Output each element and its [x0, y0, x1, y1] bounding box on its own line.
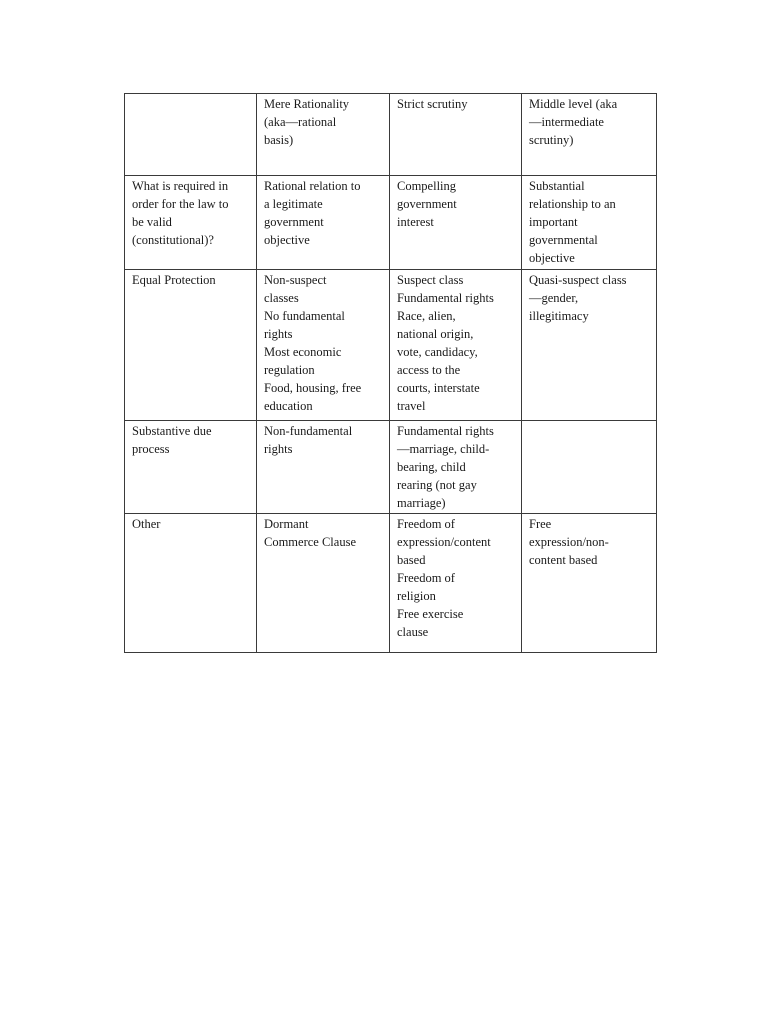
cell-text-line: be valid	[132, 215, 172, 229]
cell-text-line: objective	[529, 251, 575, 265]
cell-text-line: scrutiny)	[529, 133, 574, 147]
table-row-equal-protection	[125, 270, 657, 421]
cell-text-line: education	[264, 399, 313, 413]
cell-text-line: Free exercise	[397, 607, 464, 621]
middle-level-cell	[522, 421, 657, 514]
mere-rationality-cell	[257, 421, 390, 514]
cell-text-line: What is required in	[132, 179, 229, 193]
cell-text-line: religion	[397, 589, 436, 603]
cell-text-line: Food, housing, free	[264, 381, 362, 395]
table-row-other	[125, 514, 657, 653]
cell-text-line: Suspect class	[397, 273, 464, 287]
cell-text-line: (aka—rational	[264, 115, 337, 129]
cell-text-line: content based	[529, 553, 598, 567]
header-middle-level	[522, 94, 657, 176]
cell-text-line: a legitimate	[264, 197, 323, 211]
cell-text-line: based	[397, 553, 426, 567]
row-label-cell	[125, 421, 257, 514]
middle-level-cell	[522, 514, 657, 653]
cell-text-line: Most economic	[264, 345, 342, 359]
cell-text-line: Dormant	[264, 517, 309, 531]
cell-text-line: Equal Protection	[132, 273, 216, 287]
cell-text-line: marriage)	[397, 496, 446, 510]
cell-text-line: Substantive due	[132, 424, 212, 438]
scrutiny-table	[124, 93, 657, 653]
middle-level-cell	[522, 270, 657, 421]
cell-text-line: process	[132, 442, 170, 456]
cell-text-line: government	[397, 197, 457, 211]
cell-text-line: Fundamental rights	[397, 291, 494, 305]
cell-text-line: —intermediate	[529, 115, 604, 129]
cell-text-line: vote, candidacy,	[397, 345, 478, 359]
cell-text-line: Mere Rationality	[264, 97, 350, 111]
cell-text-line: illegitimacy	[529, 309, 589, 323]
cell-text-line: Freedom of	[397, 517, 455, 531]
cell-text-line: Non-fundamental	[264, 424, 353, 438]
cell-text-line: classes	[264, 291, 299, 305]
cell-text-line: Race, alien,	[397, 309, 456, 323]
cell-text-line: expression/non-	[529, 535, 609, 549]
cell-text-line: governmental	[529, 233, 598, 247]
cell-text-line: important	[529, 215, 578, 229]
cell-text-line: rights	[264, 442, 293, 456]
table-row-requirement	[125, 176, 657, 270]
row-label-cell	[125, 270, 257, 421]
cell-text-line: (constitutional)?	[132, 233, 214, 247]
cell-text-line: objective	[264, 233, 310, 247]
cell-text-line: access to the	[397, 363, 461, 377]
cell-text-line: Freedom of	[397, 571, 455, 585]
row-label-cell	[125, 514, 257, 653]
cell-text-line: Commerce Clause	[264, 535, 356, 549]
cell-text-line: rearing (not gay	[397, 478, 477, 492]
cell-text-line: regulation	[264, 363, 315, 377]
cell-text-line: order for the law to	[132, 197, 229, 211]
cell-text-line: Other	[132, 517, 161, 531]
cell-text-line: clause	[397, 625, 429, 639]
cell-text-line: Non-suspect	[264, 273, 327, 287]
cell-text-line: interest	[397, 215, 434, 229]
cell-text-line: travel	[397, 399, 426, 413]
cell-text-line: Fundamental rights	[397, 424, 494, 438]
header-blank-cell	[125, 94, 257, 176]
strict-scrutiny-cell	[390, 421, 522, 514]
row-label-cell	[125, 176, 257, 270]
cell-text-line: Rational relation to	[264, 179, 361, 193]
cell-text-line: rights	[264, 327, 293, 341]
strict-scrutiny-cell	[390, 176, 522, 270]
strict-scrutiny-cell	[390, 270, 522, 421]
cell-text-line: basis)	[264, 133, 294, 147]
cell-text-line: —marriage, child-	[397, 442, 490, 456]
cell-text-line: courts, interstate	[397, 381, 480, 395]
cell-text-line: Middle level (aka	[529, 97, 618, 111]
cell-text-line: Substantial	[529, 179, 585, 193]
mere-rationality-cell	[257, 514, 390, 653]
mere-rationality-cell	[257, 270, 390, 421]
cell-text-line: national origin,	[397, 327, 474, 341]
cell-text-line: Compelling	[397, 179, 457, 193]
mere-rationality-cell	[257, 176, 390, 270]
cell-text-line: —gender,	[529, 291, 579, 305]
cell-text-line: government	[264, 215, 324, 229]
cell-text-line: Strict scrutiny	[397, 97, 468, 111]
middle-level-cell	[522, 176, 657, 270]
table-row-substantive-due-process	[125, 421, 657, 514]
cell-text-line: bearing, child	[397, 460, 466, 474]
header-strict-scrutiny	[390, 94, 522, 176]
cell-text-line: No fundamental	[264, 309, 345, 323]
table-header-row	[125, 94, 657, 176]
header-mere-rationality	[257, 94, 390, 176]
cell-text-line: expression/content	[397, 535, 491, 549]
strict-scrutiny-cell	[390, 514, 522, 653]
cell-text-line: Free	[529, 517, 552, 531]
cell-text-line: Quasi-suspect class	[529, 273, 627, 287]
cell-text-line: relationship to an	[529, 197, 616, 211]
